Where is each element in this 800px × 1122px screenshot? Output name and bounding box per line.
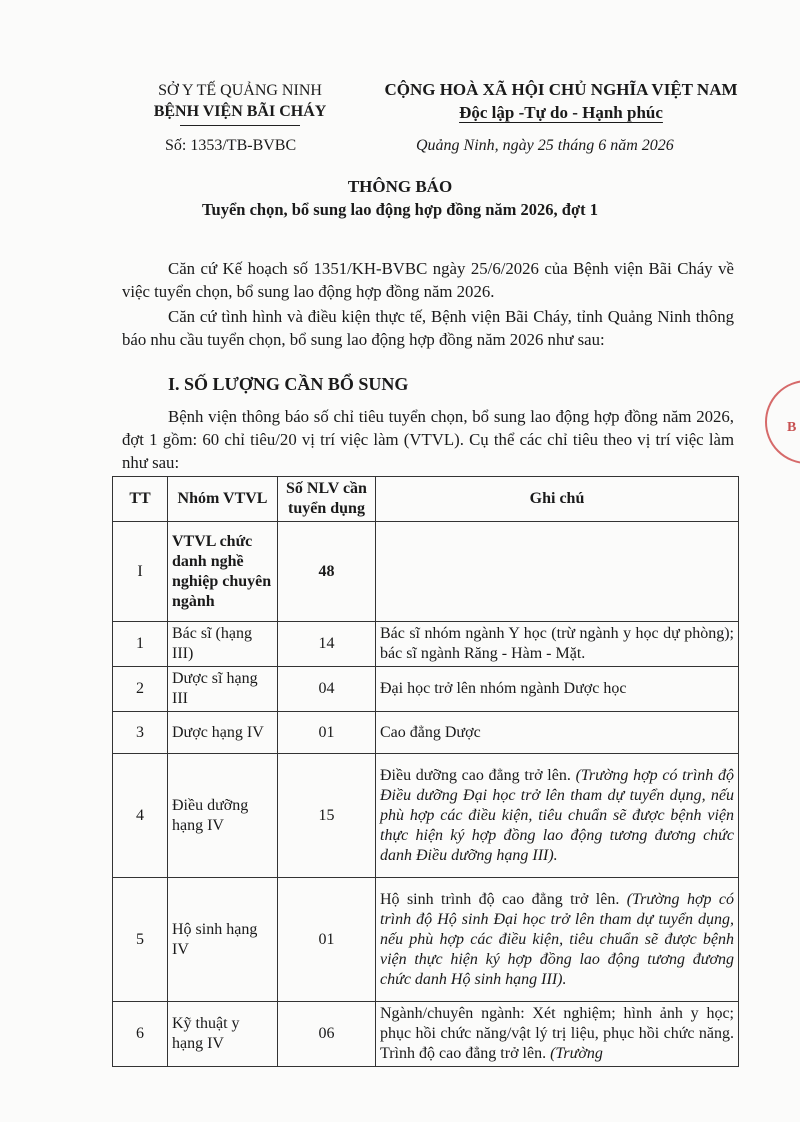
cell-tt: 2 [113,667,168,712]
note-italic-text: (Trường hợp có trình độ Điều dưỡng Đại học trở lên tham dự tuyển dụng, nếu phù hợp các điều kiện, tiêu chuẩn sẽ được bệnh viện thực hiện ký hợp đồng lao động tương đương chức danh Điều dưỡng hạng III). [380,766,735,864]
note-italic-text: (Trường hợp có trình độ Hộ sinh Đại học trở lên tham dự tuyển dụng, nếu phù hợp các điều kiện, tiêu chuẩn sẽ được bệnh viện thực hiện ký hợp đồng lao động tương đương chức danh Hộ sinh hạng III). [380,890,734,988]
document-title: THÔNG BÁO [347,177,453,196]
cell-group: Kỹ thuật y hạng IV [168,1002,278,1067]
cell-count: 06 [278,1002,376,1067]
table-header-row [113,477,739,522]
cell-count: 01 [278,878,376,1002]
cell-group: VTVL chức danh nghề nghiệp chuyên ngành [168,522,278,622]
org-header [120,80,360,126]
header-note: Ghi chú [376,477,739,522]
note-text: Cao đẳng Dược [380,723,481,741]
table-row [113,622,739,667]
cell-group: Hộ sinh hạng IV [168,878,278,1002]
cell-note [376,622,739,667]
cell-note [376,754,739,878]
cell-note [376,878,739,1002]
cell-count: 01 [278,712,376,754]
cell-tt: 1 [113,622,168,667]
section-heading-1: I. SỐ LƯỢNG CẦN BỔ SUNG [168,374,409,394]
cell-group: Điều dưỡng hạng IV [168,754,278,878]
table-row [113,1002,739,1067]
cell-note [376,522,739,622]
note-text: Đại học trở lên nhóm ngành Dược học [380,680,627,697]
cell-tt: 4 [113,754,168,878]
cell-tt: I [113,522,168,622]
cell-count: 48 [278,522,376,622]
nation-motto: Độc lập -Tự do - Hạnh phúc [459,103,663,122]
document-number: Số: 1353/TB-BVBC [165,137,297,154]
header-count: Số NLV cần tuyển dụng [278,477,376,522]
cell-tt: 6 [113,1002,168,1067]
table-row [113,522,739,622]
red-seal-stamp: B [765,380,800,464]
table-row [113,878,739,1002]
org-line-1: SỞ Y TẾ QUẢNG NINH [158,82,322,99]
cell-group: Dược sĩ hạng III [168,667,278,712]
org-underline [180,125,300,126]
cell-count: 15 [278,754,376,878]
paragraph-basis-plan: Căn cứ Kế hoạch số 1351/KH-BVBC ngày 25/6/2026 của Bệnh viện Bãi Cháy về việc tuyển chọn, bổ sung lao động hợp đồng năm 2026. [122,259,734,301]
cell-group: Dược hạng IV [168,712,278,754]
paragraph-quota: Bệnh viện thông báo số chỉ tiêu tuyển chọn, bổ sung lao động hợp đồng năm 2026, đợt 1 gồm: 60 chỉ tiêu/20 vị trí việc làm (VTVL). Cụ thể các chỉ tiêu theo vị trí việc làm như sau: [122,407,734,472]
note-text: Hộ sinh trình độ cao đẳng trở lên. [380,890,627,908]
cell-note [376,1002,739,1067]
cell-count: 04 [278,667,376,712]
note-text: Điều dưỡng cao đẳng trở lên. [380,766,576,784]
cell-note [376,712,739,754]
table-row [113,754,739,878]
header-group: Nhóm VTVL [168,477,278,522]
cell-count: 14 [278,622,376,667]
cell-group: Bác sĩ (hạng III) [168,622,278,667]
org-line-2: BỆNH VIỆN BÃI CHÁY [153,103,327,120]
recruitment-table [112,476,739,1067]
table-row [113,712,739,754]
note-italic-text: (Trường [550,1045,603,1062]
cell-tt: 5 [113,878,168,1002]
note-text: Bác sĩ nhóm ngành Y học (trừ ngành y học dự phòng); bác sĩ ngành Răng - Hàm - Mặt. [380,625,734,662]
document-date: Quảng Ninh, ngày 25 tháng 6 năm 2026 [416,137,674,154]
paragraph-basis-conditions: Căn cứ tình hình và điều kiện thực tế, Bệnh viện Bãi Cháy, tỉnh Quảng Ninh thông báo nhu cầu tuyển chọn, bổ sung lao động hợp đồng năm 2026 như sau: [122,307,734,349]
cell-tt: 3 [113,712,168,754]
document-subtitle: Tuyển chọn, bổ sung lao động hợp đồng năm 2026, đợt 1 [202,200,598,219]
note-text: Ngành/chuyên ngành: Xét nghiệm; hình ảnh y học; phục hồi chức năng/vật lý trị liệu, phục hồi chức năng. Trình độ cao đẳng trở lên. [380,1005,734,1062]
header-tt: TT [113,477,168,522]
cell-note [376,667,739,712]
nation-header [366,78,756,124]
nation-line-1: CỘNG HOÀ XÃ HỘI CHỦ NGHĨA VIỆT NAM [384,80,738,99]
table-row [113,667,739,712]
